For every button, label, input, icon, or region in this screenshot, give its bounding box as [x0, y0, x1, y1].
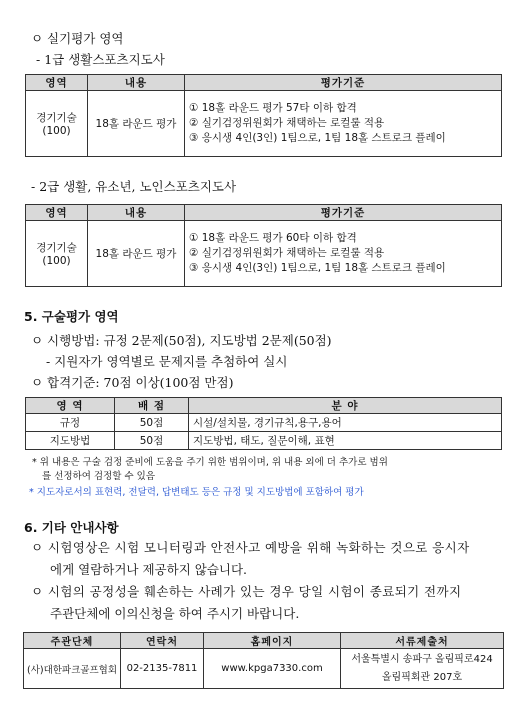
- oral-row-area: 규정: [26, 414, 115, 432]
- practical-heading: ㅇ 실기평가 영역: [31, 31, 124, 46]
- grade1-title: - 1급 생활스포츠지도사: [36, 52, 165, 67]
- grade1-criteria: [185, 91, 502, 157]
- oral-method-sub: - 지원자가 영역별로 문제지를 추첨하여 실시: [46, 354, 288, 369]
- grade1-area-score: (100): [42, 125, 71, 137]
- grade2-header-area: 영역: [26, 205, 88, 221]
- criteria-item: ② 실기검정위원회가 채택하는 로컬룰 적용: [189, 117, 385, 129]
- grade2-content: 18홀 라운드 평가: [88, 221, 185, 287]
- other-item-1: ㅇ 시험영상은 시험 모니터링과 안전사고 예방을 위해 녹화하는 것으로 응시자: [31, 540, 470, 555]
- other-heading: 6. 기타 안내사항: [24, 520, 119, 535]
- criteria-item: ① 18홀 라운드 평가 57타 이하 합격: [189, 102, 357, 114]
- contact-header-org: 주관단체: [24, 633, 121, 649]
- oral-note-1-cont: 를 선정하여 검정할 수 있음: [42, 471, 156, 482]
- oral-note-2: * 지도자로서의 표현력, 전달력, 답변태도 등은 규정 및 지도방법에 포함하여 평가: [29, 487, 364, 498]
- contact-homepage[interactable]: www.kpga7330.com: [204, 649, 341, 689]
- grade1-header-area: 영역: [26, 75, 88, 91]
- criteria-item: ① 18홀 라운드 평가 60타 이하 합격: [189, 232, 357, 244]
- other-item-2: ㅇ 시험의 공정성을 훼손하는 사례가 있는 경우 당일 시험이 종료되기 전까지: [31, 584, 462, 599]
- oral-heading: 5. 구술평가 영역: [24, 309, 119, 324]
- contact-header-address: 서류제출처: [341, 633, 504, 649]
- oral-method: ㅇ 시행방법: 규정 2문제(50점), 지도방법 2문제(50점): [31, 333, 332, 348]
- grade1-header-content: 내용: [88, 75, 185, 91]
- oral-pass: ㅇ 합격기준: 70점 이상(100점 만점): [31, 375, 234, 390]
- table-row: [26, 432, 502, 450]
- other-item-2-cont: 주관단체에 이의신청을 하여 주시기 바랍니다.: [50, 606, 300, 621]
- criteria-item: ③ 응시생 4인(3인) 1팀으로, 1팀 18홀 스트로크 플레이: [189, 262, 446, 274]
- oral-row-field: 지도방법, 태도, 질문이해, 표현: [189, 432, 502, 450]
- oral-header-area: 영 역: [26, 398, 115, 414]
- grade1-content: 18홀 라운드 평가: [88, 91, 185, 157]
- oral-note-1: * 위 내용은 구술 검정 준비에 도움을 주기 위한 범위이며, 위 내용 외에 더 추가로 범위: [32, 457, 388, 468]
- grade2-criteria: [185, 221, 502, 287]
- criteria-item: ② 실기검정위원회가 채택하는 로컬룰 적용: [189, 247, 385, 259]
- grade2-title: - 2급 생활, 유소년, 노인스포츠지도사: [31, 179, 237, 194]
- contact-address-line2: 올림픽회관 207호: [381, 671, 463, 683]
- oral-row-score: 50점: [115, 432, 189, 450]
- oral-header-field: 분 야: [189, 398, 502, 414]
- contact-header-phone: 연락처: [121, 633, 204, 649]
- grade1-header-criteria: 평가기준: [185, 75, 502, 91]
- oral-row-field: 시설/설치물, 경기규칙,용구,용어: [189, 414, 502, 432]
- oral-table: [25, 397, 502, 450]
- grade1-area: [26, 91, 88, 157]
- grade2-area-score: (100): [42, 255, 71, 267]
- grade2-area-label: 경기기술: [36, 242, 77, 254]
- contact-table: [23, 632, 504, 689]
- grade1-area-label: 경기기술: [36, 112, 77, 124]
- grade1-table: [25, 74, 502, 157]
- table-row: [26, 414, 502, 432]
- oral-header-score: 배 점: [115, 398, 189, 414]
- oral-row-area: 지도방법: [26, 432, 115, 450]
- grade2-table: [25, 204, 502, 287]
- grade2-header-criteria: 평가기준: [185, 205, 502, 221]
- grade2-header-content: 내용: [88, 205, 185, 221]
- grade2-area: [26, 221, 88, 287]
- contact-org: (사)대한파크골프협회: [24, 649, 121, 689]
- contact-address-line1: 서울특별시 송파구 올림픽로424: [351, 653, 493, 665]
- contact-phone: 02-2135-7811: [121, 649, 204, 689]
- contact-address: [341, 649, 504, 689]
- criteria-item: ③ 응시생 4인(3인) 1팀으로, 1팀 18홀 스트로크 플레이: [189, 132, 446, 144]
- other-item-1-cont: 에게 열람하거나 제공하지 않습니다.: [50, 562, 248, 577]
- contact-header-homepage: 홈페이지: [204, 633, 341, 649]
- oral-row-score: 50점: [115, 414, 189, 432]
